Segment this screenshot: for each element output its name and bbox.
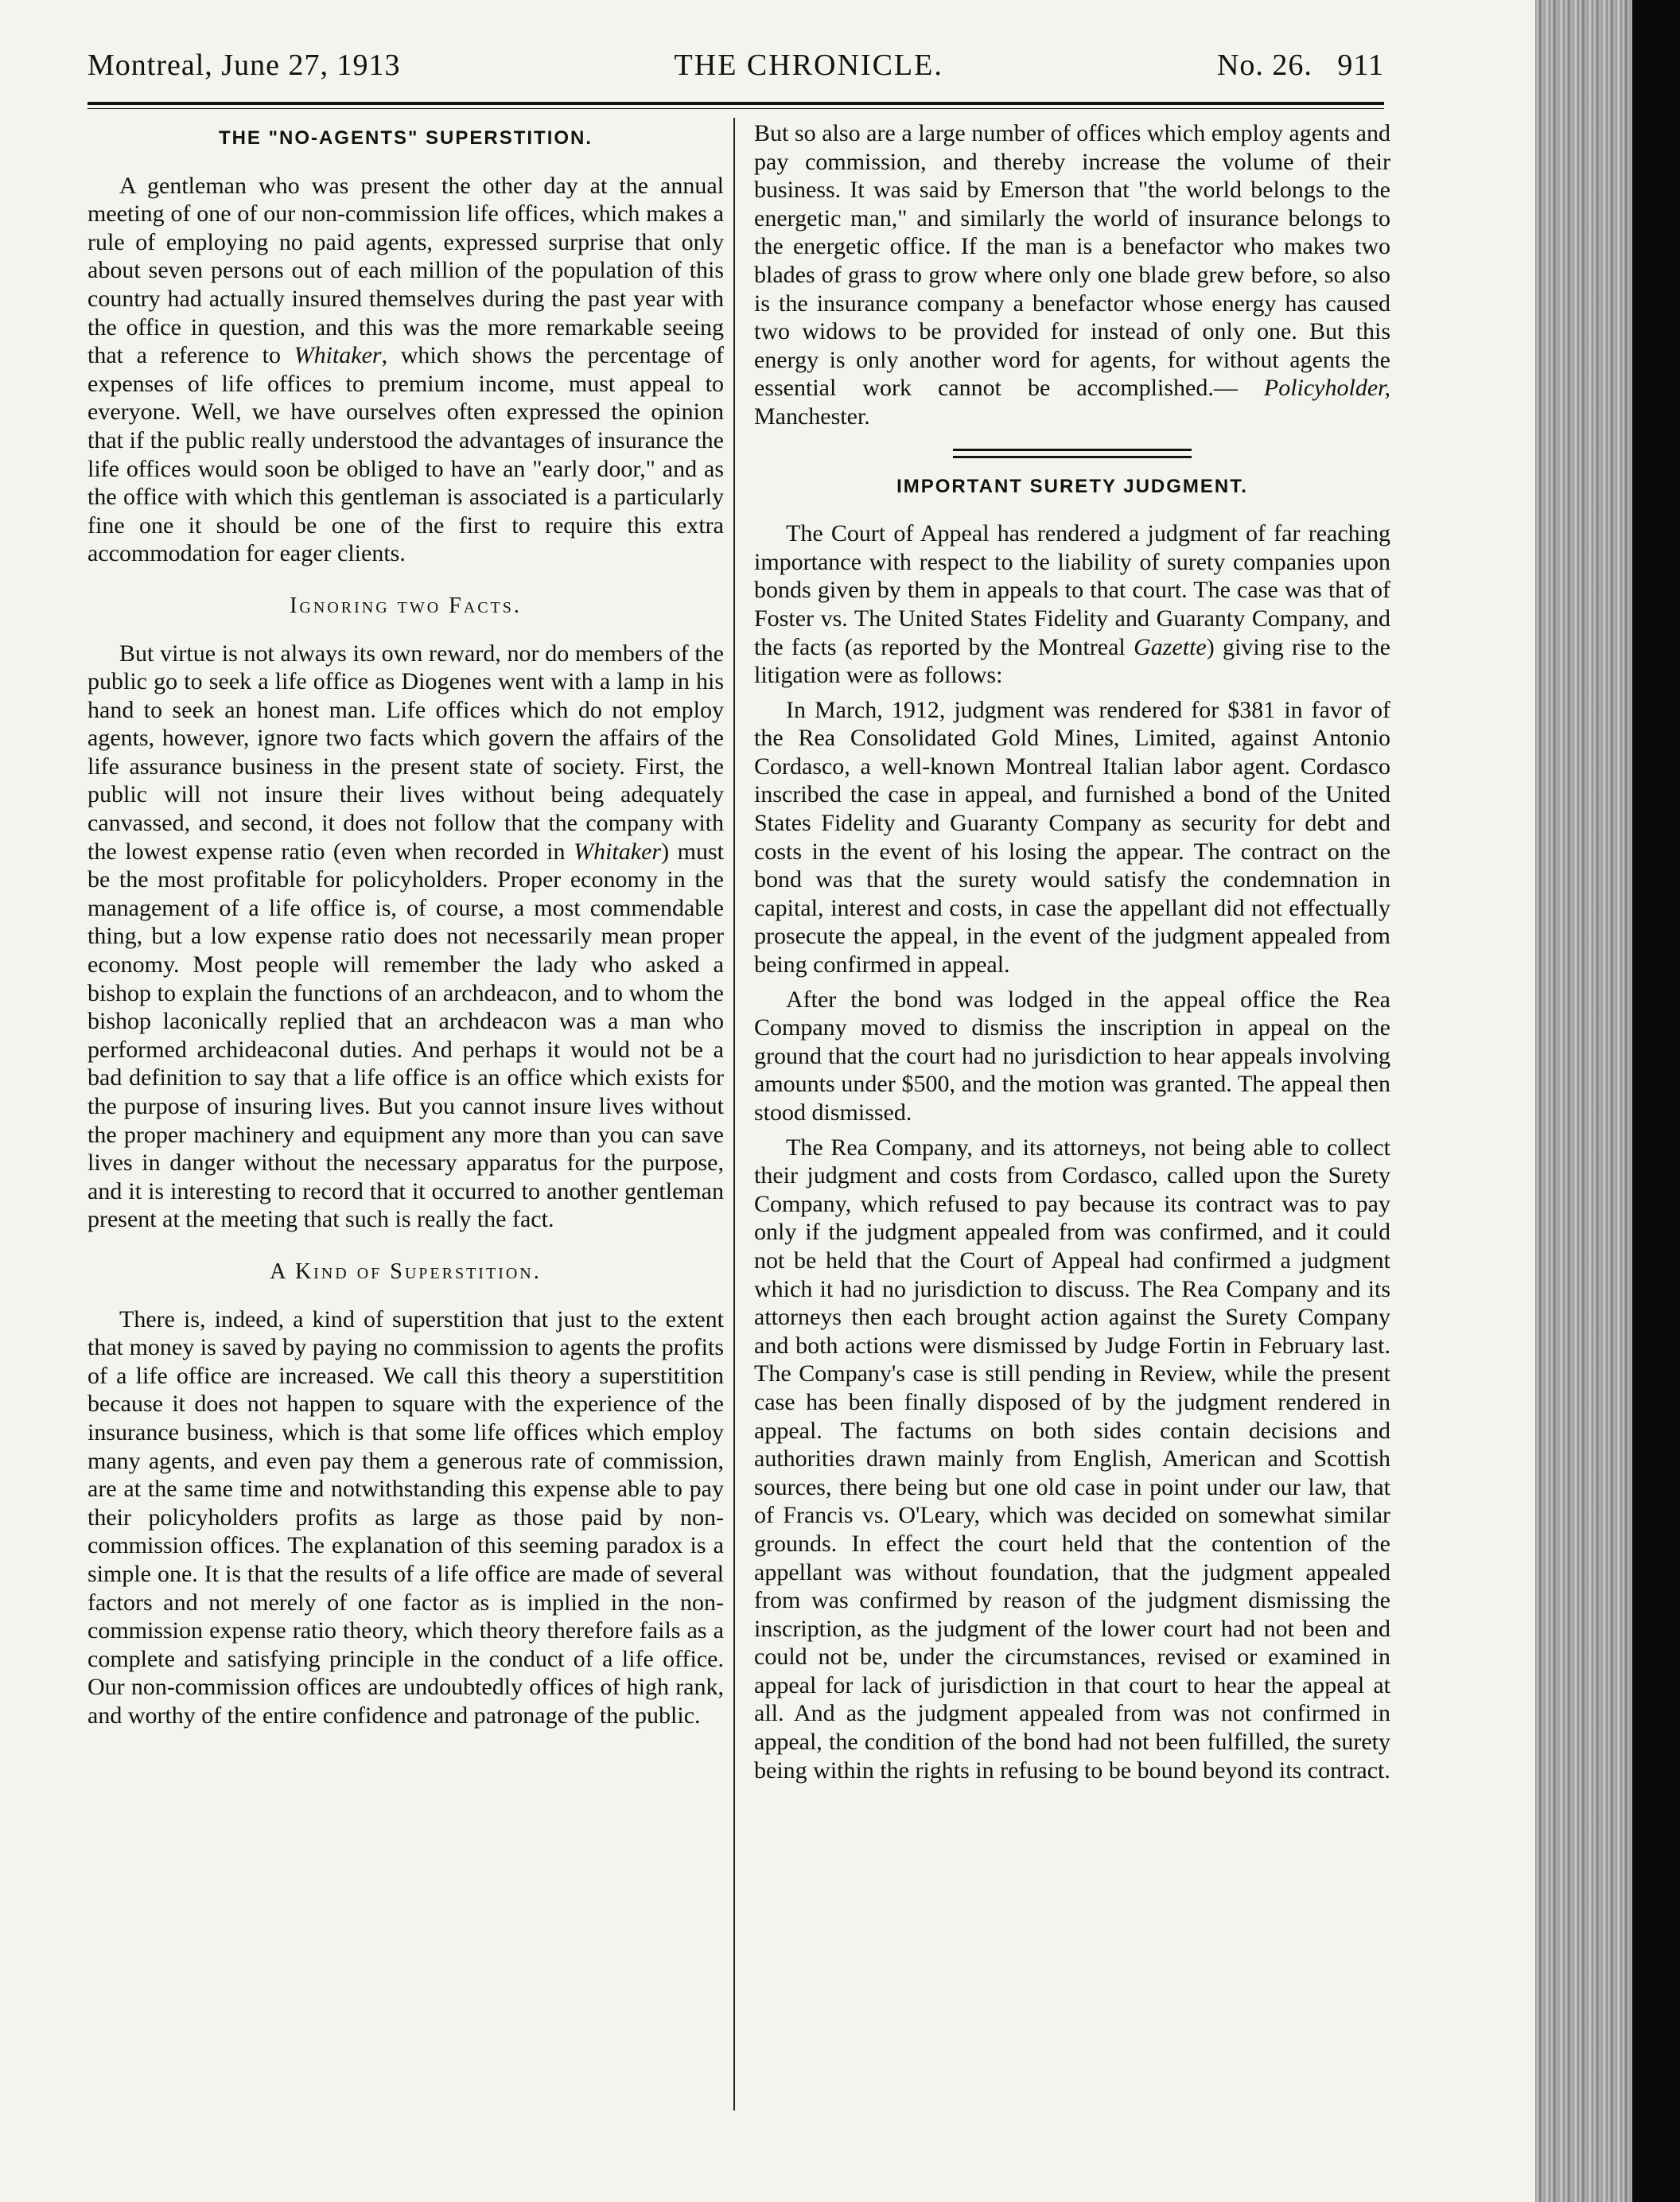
source-publication: Policyholder, [1263,375,1391,402]
source-place: Manchester. [754,403,870,430]
whitaker-reference: Whitaker [574,838,662,865]
paragraph: There is, indeed, a kind of superstition that just to the extent that money is saved by paying no commission to agents the profits of a life office are increased. We call this theory a superstitition because it does not happen to square with the experience of the insurance business, which is that some life offices which employ many agents, and even pay them a generous rate of commission, are at the same time and notwithstanding this expense able to pay their policyholders profits as large as those paid by non-commission offices. The explanation of this seeming paradox is a simple one. It is that the results of a life office are made of several factors and not merely of one factor as is implied in the non-commission expense ratio theory, which theory therefore fails as a complete and satisfying principle in the conduct of a life office. Our non-commission offices are undoubtedly offices of high rank, and worthy of the entire confidence and patronage of the public. [88,1305,724,1729]
paragraph-text: ) giving rise to the litigation were as follows: [754,633,1390,689]
page-header [88,48,1384,95]
whitaker-reference: Whitaker [294,342,382,369]
issue-page-number: No. 26. 911 [1216,49,1384,82]
paragraph: In March, 1912, judgment was rendered for $381 in favor of the Rea Consolidated Gold Mines, Limited, against Antonio Cordasco, a well-known Montreal Italian labor agent. Cordasco inscribed the case in appeal, and furnished a bond of the United States Fidelity and Guaranty Company as security for debt and costs in the event of his losing the appear. The contract on the bond was that the surety would satisfy the condemnation in capital, interest and costs, in case the appellant did not effectually prosecute the appeal, in the event of the judgment appealed from being confirmed in appeal. [754,696,1390,978]
book-page-edges [1535,0,1680,2202]
continued-paragraph [754,119,1390,431]
gazette-name: Gazette [1134,633,1207,660]
paragraph: But virtue is not always its own reward, nor do members of the public go to seek a life office as Diogenes went with a lamp in his hand to seek an honest man. Life offices which do not employ agents, however, ignore two facts which govern the affairs of the life assurance business in the present state of society. First, the public will not insure their lives without being adequately canvassed, and second, it does not follow that the company with the lowest expense ratio (even when recorded in Whitaker) must be the most profitable for policyholders. Proper economy in the management of a life office is, of course, a most commendable thing, but a low expense ratio does not necessarily mean proper economy. Most people will remember the lady who asked a bishop to explain the functions of an archdeacon, and to whom the bishop laconically replied that an archdeacon was a man who performed archideaconal duties. And perhaps it would not be a bad definition to say that a life office is an office which exists for the purpose of insuring lives. But you cannot insure lives without the proper machinery and equipment any more than you can save lives in danger without the necessary apparatus for the purpose, and it is interesting to record that it occurred to another gentleman present at the meeting that such is really the fact. [88,640,724,1233]
header-rule [88,102,1384,109]
paragraph-text: The Court of Appeal has rendered a judgment of far reaching importance with respect to the liability of surety companies upon bonds given by them in appeals to that court. The case was that of Foster vs. The United States Fidelity and Guaranty Company, and the facts (as reported by the Montreal [754,520,1390,660]
header-dateline: Montreal, June 27, 1913 [88,49,401,82]
publication-title: THE CHRONICLE. [674,49,943,82]
subheading-kind-of-superstition: A Kind of Superstition. [270,1259,542,1284]
left-column [88,119,724,1736]
article-heading-surety-judgment: IMPORTANT SURETY JUDGMENT. [896,475,1248,497]
column-divider [733,118,735,2111]
subheading-ignoring-two-facts: Ignoring two Facts. [290,593,522,618]
paragraph: The Rea Company, and its attorneys, not being able to collect their judgment and costs from Cordasco, called upon the Surety Company, which refused to pay because its contract was to pay only if the judgment appealed from was confirmed, and it could not be held that the Court of Appeal had confirmed a judgment which it had no jurisdiction to discuss. The Rea Company and its attorneys then each brought action against the Surety Company and both actions were dismissed by Judge Fortin in February last. The Company's case is still pending in Review, while the present case has been finally disposed of by the judgment rendered in appeal. The factums on both sides contain decisions and authorities drawn mainly from English, American and Scottish sources, there being but one old case in point under our law, that of Francis vs. O'Leary, which was decided on somewhat similar grounds. In effect the court held that the contention of the appellant was without foundation, that the judgment appealed from was confirmed by reason of the judgment dismissing the inscription, as the judgment of the lower court had not been and could not be, under the circumstances, revised or examined in appeal for lack of jurisdiction in that court to hear the appeal at all. And as the judgment appealed from was not confirmed in appeal, the condition of the bond had not been fulfilled, the surety being within the rights in refusing to be bound beyond its contract. [754,1134,1390,1784]
paragraph [754,519,1390,690]
continued-text: But so also are a large number of offices which employ agents and pay commission, and thereby increase the volume of their business. It was said by Emerson that "the world belongs to the energetic man," and similarly the world of insurance belongs to the energetic office. If the man is a benefactor who makes two blades of grass to grow where only one blade grew before, so also is the insurance company a benefactor whose energy has caused two widows to be provided for instead of only one. But this energy is only another word for agents, for without agents the essential work cannot be accomplished.— [754,120,1390,402]
section-divider [953,449,1192,458]
right-column [754,119,1390,1791]
paragraph: A gentleman who was present the other day at the annual meeting of one of our non-commission life offices, which makes a rule of employing no paid agents, expressed surprise that only about seven persons out of each million of the population of this country had actually insured themselves during the past year with the office in question, and this was the more remarkable seeing that a reference to Whitaker, which shows the percentage of expenses of life offices to premium income, must appeal to everyone. Well, we have ourselves often expressed the opinion that if the public really understood the advantages of insurance the life offices would soon be obliged to have an "early door," and as the office with which this gentleman is associated is a particularly fine one it should be one of the first to require this extra accommodation for eager clients. [88,172,725,567]
article-heading-no-agents: THE "NO-AGENTS" SUPERSTITION. [218,127,593,149]
paragraph: After the bond was lodged in the appeal office the Rea Company moved to dismiss the inscription in appeal on the ground that the court had no jurisdiction to hear appeals involving amounts under $500, and the motion was granted. The appeal then stood dismissed. [754,986,1390,1126]
